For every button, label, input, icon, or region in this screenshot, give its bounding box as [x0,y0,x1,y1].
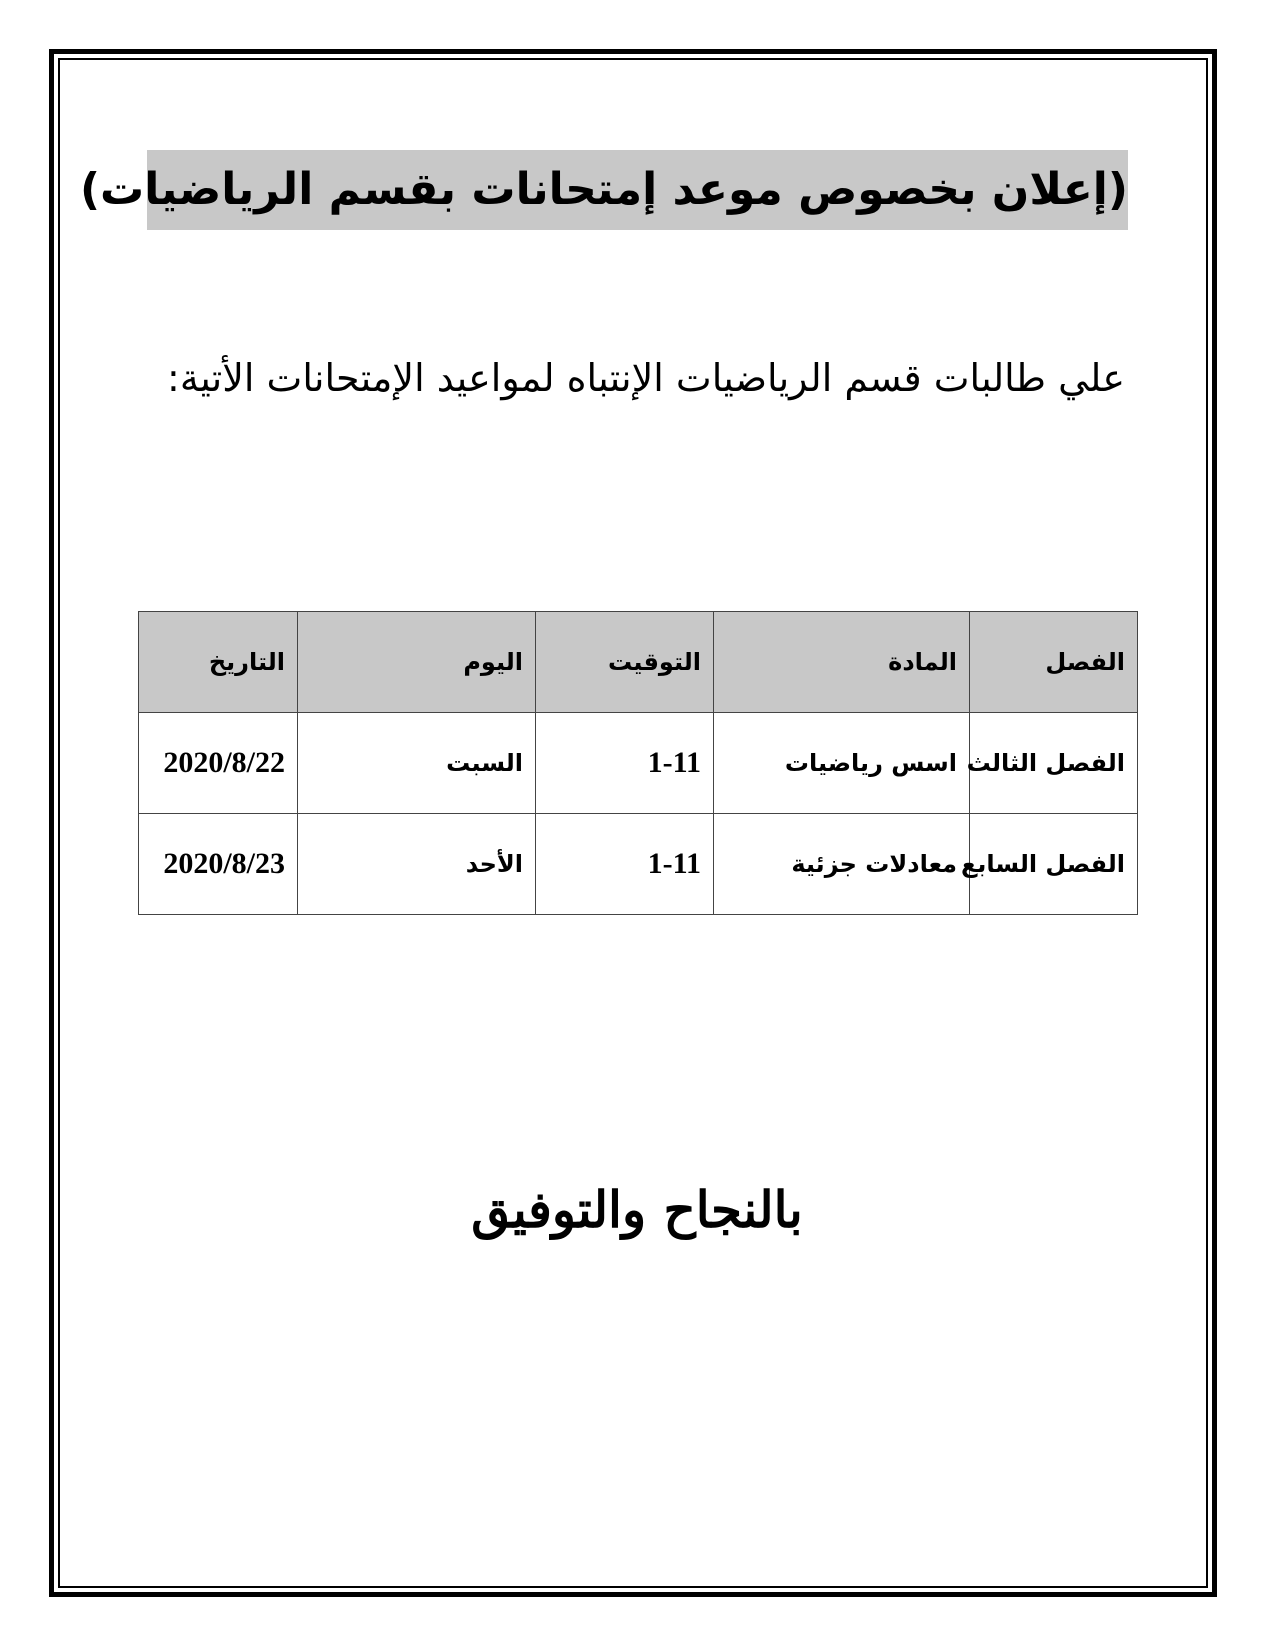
intro-text: علي طالبات قسم الرياضيات الإنتباه لمواعيد الإمتحانات الأتية: [167,356,1125,400]
header-subject: المادة [714,612,970,713]
closing-wish: بالنجاح والتوفيق [471,1180,803,1239]
table-row [139,814,1138,915]
header-semester: الفصل [970,612,1138,713]
cell-semester: الفصل السابع [970,814,1138,915]
table-row [139,713,1138,814]
cell-subject: معادلات جزئية [714,814,970,915]
cell-day: الأحد [298,814,536,915]
header-date: التاريخ [139,612,298,713]
header-time: التوقيت [536,612,714,713]
cell-time: 1-11 [536,814,714,915]
cell-semester: الفصل الثالث [970,713,1138,814]
cell-date: 2020/8/22 [139,713,298,814]
header-day: اليوم [298,612,536,713]
table-header-row [139,612,1138,713]
cell-date: 2020/8/23 [139,814,298,915]
cell-day: السبت [298,713,536,814]
cell-time: 1-11 [536,713,714,814]
cell-subject: اسس رياضيات [714,713,970,814]
announcement-title: (إعلان بخصوص موعد إمتحانات بقسم الرياضيات) [147,150,1128,230]
exam-schedule-table [138,611,1138,915]
